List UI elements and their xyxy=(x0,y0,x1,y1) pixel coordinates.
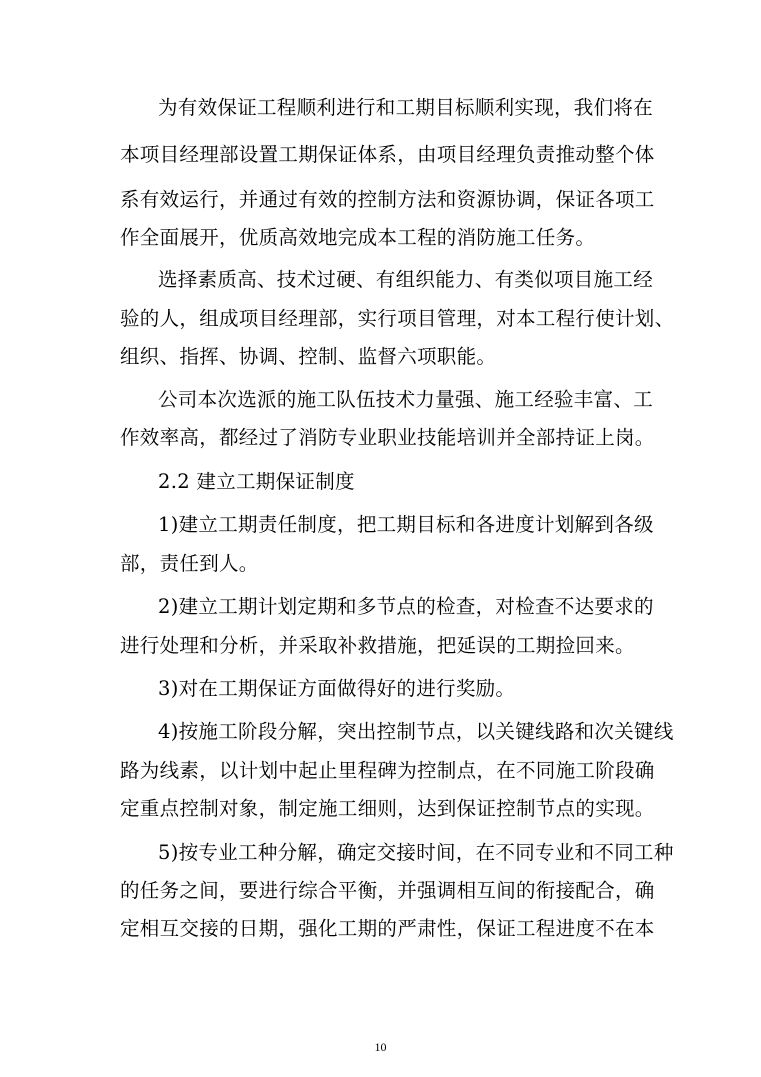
text-line: 本项目经理部设置工期保证体系，由项目经理负责推动整个体 xyxy=(120,143,655,166)
text-line: 部，责任到人。 xyxy=(120,552,259,575)
text-line: 路为线素，以计划中起止里程碑为控制点，在不同施工阶段确 xyxy=(120,759,655,782)
text-line: 选择素质高、技术过硬、有组织能力、有类似项目施工经 xyxy=(158,268,654,291)
text-line: 作全面展开，优质高效地完成本工程的消防施工任务。 xyxy=(120,226,596,249)
text-line: 3)对在工期保证方面做得好的进行奖励。 xyxy=(158,677,516,700)
text-line: 组织、指挥、协调、控制、监督六项职能。 xyxy=(120,345,497,368)
section-heading: 2.2 建立工期保证制度 xyxy=(158,470,355,493)
text-line: 为有效保证工程顺利进行和工期目标顺利实现，我们将在 xyxy=(158,96,654,119)
text-line: 4)按施工阶段分解，突出控制节点，以关键线路和次关键线 xyxy=(158,720,674,743)
text-line: 作效率高，都经过了消防专业职业技能培训并全部持证上岗。 xyxy=(120,426,655,449)
text-line: 系有效运行，并通过有效的控制方法和资源协调，保证各项工 xyxy=(120,188,655,211)
text-line: 公司本次选派的施工队伍技术力量强、施工经验丰富、工 xyxy=(158,388,654,411)
text-line: 2)建立工期计划定期和多节点的检查，对检查不达要求的 xyxy=(158,595,654,618)
text-line: 的任务之间，要进行综合平衡，并强调相互间的衔接配合，确 xyxy=(120,879,655,902)
text-line: 5)按专业工种分解，确定交接时间，在不同专业和不同工种 xyxy=(158,841,674,864)
text-line: 定重点控制对象，制定施工细则，达到保证控制节点的实现。 xyxy=(120,797,655,820)
text-line: 验的人，组成项目经理部，实行项目管理，对本工程行使计划、 xyxy=(120,307,675,330)
text-line: 进行处理和分析，并采取补救措施，把延误的工期捡回来。 xyxy=(120,634,635,657)
text-line: 定相互交接的日期，强化工期的严肃性，保证工程进度不在本 xyxy=(120,917,655,940)
text-line: 1)建立工期责任制度，把工期目标和各进度计划解到各级 xyxy=(158,513,654,536)
page-number: 10 xyxy=(374,1040,387,1054)
